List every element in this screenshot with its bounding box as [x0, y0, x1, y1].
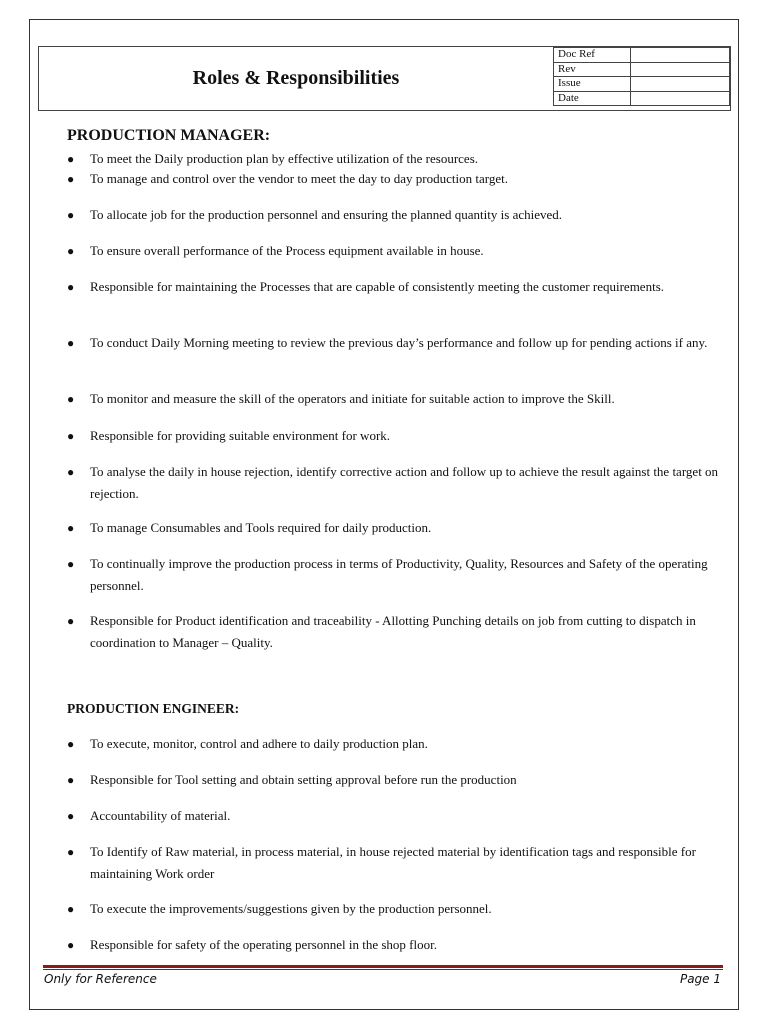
list-item-text: Responsible for maintaining the Processes that are capable of consistently meeting the customer requirements.	[90, 279, 664, 294]
list-item-text: To continually improve the production process in terms of Productivity, Quality, Resources and Safety of the operating personnel.	[90, 556, 708, 593]
bullet-icon: ●	[67, 244, 75, 258]
bullet-icon: ●	[67, 280, 75, 294]
meta-row-rev	[554, 62, 730, 77]
list-item	[67, 276, 727, 298]
list-item	[67, 461, 727, 505]
bullet-icon: ●	[67, 737, 75, 751]
list-item-text: To monitor and measure the skill of the operators and initiate for suitable action to improve the Skill.	[90, 391, 615, 406]
bullet-icon: ●	[67, 902, 75, 916]
list-item	[67, 517, 727, 539]
bullet-icon: ●	[67, 614, 75, 628]
bullet-icon: ●	[67, 938, 75, 952]
list-item	[67, 769, 727, 791]
footer-divider	[43, 965, 723, 968]
meta-row-issue	[554, 77, 730, 92]
meta-label: Issue	[554, 77, 631, 92]
list-item	[67, 733, 727, 755]
bullet-icon: ●	[67, 521, 75, 535]
list-item	[67, 148, 727, 170]
meta-value	[631, 62, 730, 77]
list-item-text: To execute, monitor, control and adhere to daily production plan.	[90, 736, 428, 751]
bullet-icon: ●	[67, 465, 75, 479]
production-manager-heading: PRODUCTION MANAGER:	[67, 127, 271, 144]
list-item	[67, 168, 727, 190]
list-item	[67, 805, 727, 827]
footer-divider-thin	[43, 969, 723, 970]
bullet-icon: ●	[67, 172, 75, 186]
meta-value	[631, 77, 730, 92]
document-meta-table	[553, 47, 730, 106]
production-engineer-heading: PRODUCTION ENGINEER:	[67, 701, 240, 716]
document-title: Roles & Responsibilities	[192, 67, 400, 89]
list-item	[67, 898, 727, 920]
list-item	[67, 553, 727, 597]
bullet-icon: ●	[67, 845, 75, 859]
list-item-text: To conduct Daily Morning meeting to review the previous day’s performance and follow up for pending actions if any.	[90, 335, 708, 350]
list-item-text: To ensure overall performance of the Process equipment available in house.	[90, 243, 484, 258]
list-item	[67, 934, 727, 956]
list-item	[67, 425, 727, 447]
bullet-icon: ●	[67, 208, 75, 222]
bullet-icon: ●	[67, 773, 75, 787]
list-item-text: Responsible for Product identification and traceability - Allotting Punching details on job from cutting to dispatch in coordination to Manager – Quality.	[90, 613, 696, 650]
bullet-icon: ●	[67, 429, 75, 443]
list-item-text: To manage and control over the vendor to meet the day to day production target.	[90, 171, 508, 186]
meta-value	[631, 91, 730, 106]
meta-value	[631, 48, 730, 63]
meta-label: Date	[554, 91, 631, 106]
list-item-text: To manage Consumables and Tools required for daily production.	[90, 520, 432, 535]
bullet-icon: ●	[67, 336, 75, 350]
list-item-text: Responsible for safety of the operating personnel in the shop floor.	[90, 937, 437, 952]
list-item-text: To execute the improvements/suggestions given by the production personnel.	[90, 901, 492, 916]
list-item-text: To allocate job for the production personnel and ensuring the planned quantity is achieved.	[90, 207, 563, 222]
meta-label: Doc Ref	[554, 48, 631, 63]
list-item	[67, 204, 727, 226]
list-item	[67, 388, 727, 410]
footer-note: Only for Reference	[44, 972, 157, 986]
bullet-icon: ●	[67, 152, 75, 166]
list-item	[67, 610, 727, 654]
bullet-icon: ●	[67, 557, 75, 571]
meta-row-date	[554, 91, 730, 106]
list-item-text: To meet the Daily production plan by effective utilization of the resources.	[90, 151, 479, 166]
list-item-text: Responsible for providing suitable environment for work.	[90, 428, 391, 443]
list-item-text: Responsible for Tool setting and obtain setting approval before run the production	[90, 772, 517, 787]
list-item-text: To analyse the daily in house rejection, identify corrective action and follow up to achieve the result against the target on rejection.	[90, 464, 719, 501]
list-item	[67, 240, 727, 262]
bullet-icon: ●	[67, 809, 75, 823]
list-item-text: Accountability of material.	[90, 808, 231, 823]
list-item-text: To Identify of Raw material, in process material, in house rejected material by identification tags and responsible for maintaining Work order	[90, 844, 696, 881]
list-item	[67, 841, 727, 885]
document-header	[38, 46, 731, 111]
page-number: Page 1	[679, 972, 721, 986]
meta-row-doc-ref	[554, 48, 730, 63]
list-item	[67, 332, 727, 354]
bullet-icon: ●	[67, 392, 75, 406]
meta-label: Rev	[554, 62, 631, 77]
